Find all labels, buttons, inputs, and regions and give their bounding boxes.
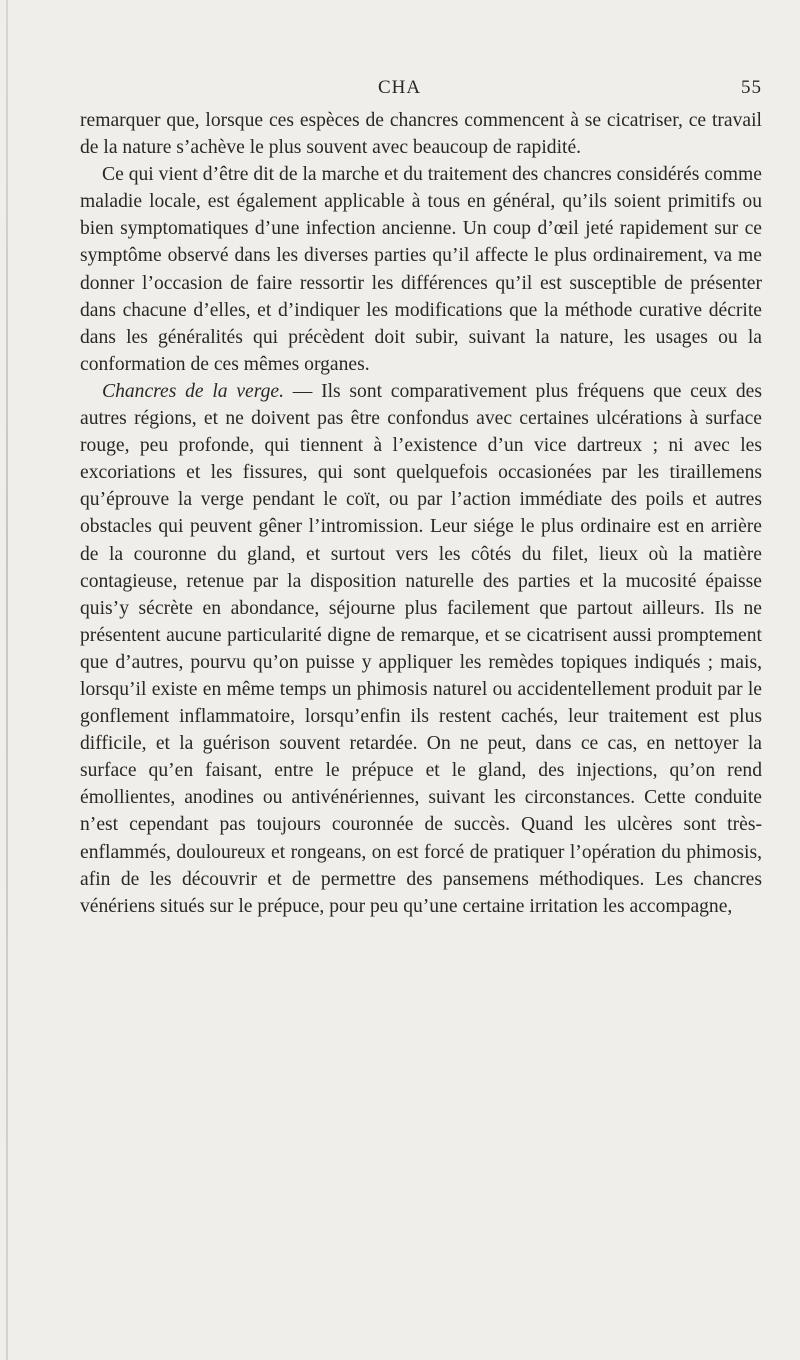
running-head-title: CHA bbox=[378, 77, 422, 98]
page-number: 55 bbox=[741, 77, 762, 98]
page-binding-edge bbox=[6, 0, 8, 1360]
paragraph-3-text: — Ils sont comparativement plus fréquens que ceux des autres régions, et ne doivent pas être confondus avec certaines ulcérations à surface rouge, peu profonde, qui tiennent à l’existence d’un vice dartreux ; ni avec les excoriations et les fissures, qui sont quelquefois occasionées par les tiraillemens qu’éprouve la verge pendant le coït, ou par l’action immédiate des poils et autres obstacles qui peuvent gêner l’intromission. Leur siége le plus ordinaire est en arrière de la couronne du gland, et surtout vers les côtés du filet, lieux où la matière contagieuse, retenue par la disposition naturelle des parties et la mucosité épaisse quis’y sécrète en abondance, séjourne plus facilement que partout ailleurs. Ils ne présentent aucune particularité digne de remarque, et se cicatrisent aussi promptement que d’autres, pourvu qu’on puisse y appliquer les remèdes topiques indiqués ; mais, lorsqu’il existe en même temps un phimosis naturel ou accidentellement produit par le gonflement inflammatoire, lorsqu’enfin ils restent cachés, leur traitement est plus difficile, et la guérison souvent retardée. On ne peut, dans ce cas, en nettoyer la surface qu’en faisant, entre le prépuce et le gland, des injections, qu’on rend émollientes, anodines ou antivénériennes, suivant les circonstances. Cette conduite n’est cependant pas toujours couronnée de succès. Quand les ulcères sont très-enflammés, douloureux et rongeans, on est forcé de pratiquer l’opération du phimosis, afin de les découvrir et de permettre des pansemens méthodiques. Les chancres vénériens situés sur le prépuce, pour peu qu’une certaine irritation les accompagne, bbox=[80, 380, 762, 917]
section-heading-chancres-verge: Chancres de la verge. bbox=[102, 380, 284, 402]
paragraph-1-text: remarquer que, lorsque ces espèces de chancres commencent à se cicatriser, ce travail de la nature s’achève le plus souvent avec beaucoup de rapidité. bbox=[80, 110, 762, 159]
paragraph-2 bbox=[80, 161, 762, 378]
body-text bbox=[80, 107, 762, 920]
paragraph-3 bbox=[80, 378, 762, 920]
paragraph-2-text: Ce qui vient d’être dit de la marche et du traitement des chancres considérés comme maladie locale, est également applicable à tous en général, qu’ils soient primitifs ou bien symptomatiques d’une infection ancienne. Un coup d’œil jeté rapidement sur ce symptôme observé dans les diverses parties qu’il affecte le plus ordinairement, va me donner l’occasion de faire ressortir les différences qu’il est susceptible de présenter dans chacune d’elles, et d’indiquer les modifications que la méthode curative décrite dans les généralités qui précèdent doit subir, suivant la nature, les usages ou la conformation de ces mêmes organes. bbox=[80, 164, 762, 375]
paragraph-1 bbox=[80, 107, 762, 161]
running-head bbox=[80, 77, 762, 101]
